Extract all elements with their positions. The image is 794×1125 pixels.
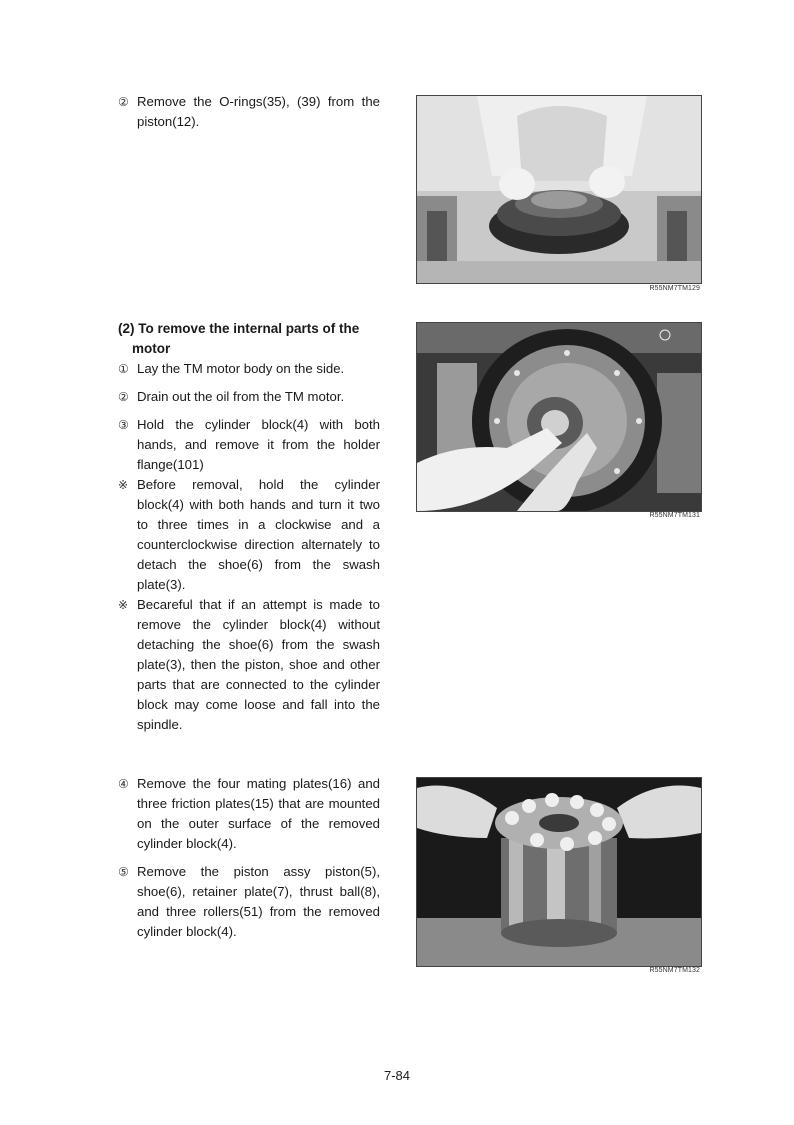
note-item xyxy=(118,595,380,735)
note-item xyxy=(118,475,380,595)
step-marker: ① xyxy=(118,362,129,376)
step-marker: ③ xyxy=(118,418,129,432)
photo-caption: R55NM7TM131 xyxy=(649,512,700,519)
section-internal-parts xyxy=(118,319,380,735)
photo-caption: R55NM7TM132 xyxy=(649,967,700,974)
step-marker: ④ xyxy=(118,777,129,791)
list-item xyxy=(118,862,380,942)
photo-o-ring-removal-image xyxy=(417,96,701,283)
page-number: 7-84 xyxy=(383,1068,411,1083)
photo-piston-assy-image xyxy=(417,778,701,966)
list-item xyxy=(118,92,380,132)
list-item xyxy=(118,774,380,854)
heading-line: (2) To remove the internal parts of the xyxy=(118,321,360,336)
note-text: Becareful that if an attempt is made to remove the cylinder block(4) without detaching the shoe(6) from the swash plate(3), then the piston, shoe and other parts that are connected to the cylinder block may come loose and fall into the spindle. xyxy=(137,597,380,732)
step-marker: ② xyxy=(118,95,129,109)
step-text: Remove the piston assy piston(5), shoe(6), retainer plate(7), thrust ball(8), and three rollers(51) from the removed cylinder block(4). xyxy=(137,864,380,939)
list-item xyxy=(118,387,380,407)
note-text: Before removal, hold the cylinder block(4) with both hands and turn it two to three times in a clockwise and a counterclockwise direction alternately to detach the shoe(6) from the swash plate(3). xyxy=(137,477,380,592)
step-text: Remove the four mating plates(16) and three friction plates(15) that are mounted on the outer surface of the removed cylinder block(4). xyxy=(137,776,380,851)
step-text: Drain out the oil from the TM motor. xyxy=(137,389,345,404)
section-plates-and-piston xyxy=(118,774,380,942)
step-marker: ② xyxy=(118,390,129,404)
section-heading xyxy=(118,319,380,359)
note-marker: ※ xyxy=(118,478,129,492)
photo-cylinder-block-removal-image xyxy=(417,323,701,511)
note-marker: ※ xyxy=(118,598,129,612)
photo-o-ring-removal xyxy=(416,95,702,284)
photo-cylinder-block-removal xyxy=(416,322,702,512)
step-text: Hold the cylinder block(4) with both hands, and remove it from the holder flange(101) xyxy=(137,417,380,472)
photo-caption: R55NM7TM129 xyxy=(649,285,700,292)
step-remove-o-rings xyxy=(118,92,380,132)
heading-line: motor xyxy=(132,341,171,356)
list-item xyxy=(118,415,380,475)
photo-piston-assy xyxy=(416,777,702,967)
step-text: Lay the TM motor body on the side. xyxy=(137,361,345,376)
step-text: Remove the O-rings(35), (39) from the piston(12). xyxy=(137,94,380,129)
step-marker: ⑤ xyxy=(118,865,129,879)
list-item xyxy=(118,359,380,379)
